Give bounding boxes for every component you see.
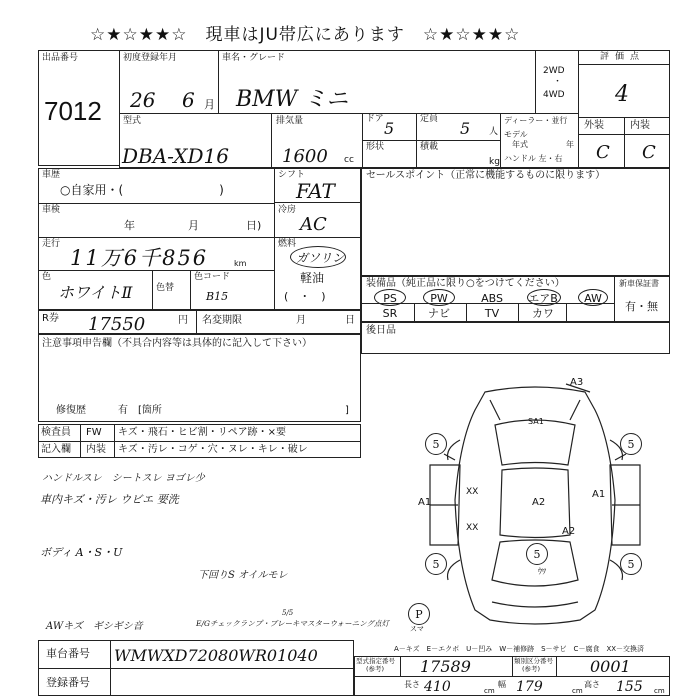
reg-no-label: 登録番号: [46, 676, 90, 689]
repair-close: ]: [345, 405, 349, 416]
cool-value: AC: [300, 214, 327, 235]
disp-value: 1600: [282, 146, 328, 167]
wheel-fr: 5: [620, 433, 642, 455]
rear-label: 後日品: [366, 325, 396, 336]
color-value: ホワイトⅡ: [58, 283, 133, 302]
chassis-value: WMWXD72080WR01040: [114, 646, 318, 665]
type-no-sub: (参考): [366, 665, 385, 673]
fuel-gas-circle: [290, 246, 346, 268]
year-unit: 年: [566, 140, 574, 149]
sales-box: [361, 168, 670, 276]
dims-h-value: 155: [616, 679, 643, 695]
entry-label: 記入欄: [41, 444, 71, 455]
model-value: DBA-XD16: [122, 144, 229, 168]
equip-sr: SR: [382, 307, 398, 320]
dims-h-label: 高さ: [584, 680, 600, 689]
reg-month: 6: [182, 88, 195, 112]
dims-l-unit: cm: [484, 687, 495, 695]
model-label: 型式: [123, 116, 142, 126]
inspect-day: 日): [246, 219, 262, 232]
spare-tire: 5: [526, 543, 548, 565]
cool-label: 冷房: [278, 205, 297, 215]
disp-unit: cc: [344, 155, 354, 165]
reg-label: 初度登録年月: [123, 53, 178, 63]
color-code: B15: [206, 290, 229, 303]
note-1: ハンドルスレ シートスレ ヨゴレ少: [42, 473, 205, 484]
dmg-u: ｳﾜ: [538, 567, 546, 576]
inspect-year: 年: [124, 219, 135, 232]
disp-label: 排気量: [276, 116, 304, 126]
class-no-label: 類別区分番号: [514, 657, 553, 665]
rear-box: [361, 322, 670, 354]
entry-code: 内装: [86, 444, 106, 455]
dims-h-unit: cm: [654, 687, 665, 695]
checker-items: キズ・飛石・ヒビ割・リペア跡・×要: [118, 427, 286, 438]
type-no-label: 型式指定番号: [356, 657, 395, 665]
repair-value: 有 [箇所: [118, 405, 162, 416]
type-no-value: 17589: [420, 657, 471, 676]
equip-tv: TV: [484, 307, 500, 320]
reg-month-unit: 月: [204, 98, 215, 111]
p-sub: スマ: [410, 625, 424, 633]
dmg-a2-top: A2: [532, 497, 546, 508]
cap-label: 定員: [420, 114, 439, 124]
fuel-label: 燃料: [278, 239, 297, 249]
model-year-label: モデル: [504, 130, 528, 139]
grade-label: 評価点: [600, 52, 646, 62]
mile-value: 11万6千856: [70, 246, 209, 270]
name-change-day: 日: [345, 315, 355, 326]
drive-4wd: 4WD: [543, 90, 565, 100]
fuel-diesel: 軽油: [300, 271, 325, 285]
dmg-a2-bottom: A2: [562, 526, 576, 537]
dims-w-value: 179: [516, 679, 543, 695]
note-3: ボディ A・S・U: [40, 546, 123, 559]
banner: ☆★☆★★☆ 現車はJU帯広にあります ☆★☆★★☆: [90, 25, 521, 45]
car-label: 車名・グレード: [222, 53, 286, 63]
int-value: C: [642, 142, 656, 163]
entry-items: キズ・汚レ・コゲ・穴・ヌレ・キレ・破レ: [118, 444, 308, 455]
recycle-unit: 円: [178, 315, 188, 326]
wheel-fl: 5: [425, 433, 447, 455]
color-code-label: 色コード: [194, 272, 231, 282]
p-mark: P: [408, 603, 430, 625]
dmg-a1-right: A1: [592, 489, 606, 500]
equip-navi: ナビ: [428, 307, 450, 320]
reg-year: 26: [130, 88, 156, 112]
ext-label: 外装: [584, 120, 604, 131]
shift-value: FAT: [296, 179, 335, 203]
mile-label: 走行: [42, 239, 61, 249]
note-5: AWキズ ギシギシ音: [46, 621, 143, 632]
equip-airbag: エアB: [528, 292, 558, 305]
car-name: BMW ミニ: [236, 87, 349, 112]
color-change-label: 色替: [156, 283, 175, 293]
handle-label: ハンドル 左・右: [504, 154, 563, 163]
doors-value: 5: [384, 119, 395, 138]
dims-w-unit: cm: [572, 687, 583, 695]
fuel-other: ( ・ ): [284, 290, 326, 303]
note-2: 車内キズ・汚レ ウビエ 要洗: [40, 493, 179, 506]
wheel-rl: 5: [425, 553, 447, 575]
dmg-a3: A3: [570, 377, 584, 388]
history-value: ○自家用・( ): [60, 183, 224, 197]
cap-unit: 人: [489, 127, 499, 137]
class-no-value: 0001: [590, 657, 631, 676]
recycle-value: 17550: [88, 314, 146, 335]
shape-label: 形状: [366, 142, 385, 152]
dmg-xx-2: XX: [466, 523, 479, 533]
name-change-month: 月: [296, 315, 306, 326]
dims-l-value: 410: [424, 679, 451, 695]
dealer-label: ディーラー・並行: [504, 116, 568, 125]
repair-label: 修復歴: [56, 405, 86, 416]
doors-label: ドア: [366, 114, 384, 124]
equip-leather: カワ: [532, 307, 554, 320]
wheel-rr: 5: [620, 553, 642, 575]
checker-label: 検査員: [41, 427, 71, 438]
load-label: 積載: [420, 142, 439, 152]
mile-unit: km: [234, 259, 247, 268]
dims-l-label: 長さ: [404, 680, 420, 689]
cap-value: 5: [460, 119, 471, 138]
history-label: 車歴: [42, 170, 61, 180]
dmg-xx-1: XX: [466, 487, 479, 497]
warranty-value: 有・無: [625, 300, 658, 313]
lot-label: 出品番号: [42, 53, 79, 63]
drive-dot: ・: [553, 77, 563, 87]
chassis-label: 車台番号: [46, 647, 90, 660]
equip-pw: PW: [430, 292, 448, 305]
equip-aw: AW: [584, 292, 602, 305]
class-no-sub: (参考): [522, 665, 541, 673]
dmg-sa1: SA1: [528, 417, 544, 426]
notes-label: 注意事項申告欄（不具合内容等は具体的に記入して下さい）: [42, 338, 312, 349]
note-4: 下回りS オイルモレ: [198, 570, 288, 581]
int-label: 内装: [630, 120, 650, 131]
load-unit: kg: [489, 157, 500, 167]
equip-ps: PS: [383, 292, 397, 305]
lot-number: 7012: [44, 96, 102, 126]
year-label: 年式: [512, 140, 528, 149]
ext-value: C: [596, 142, 610, 163]
damage-legend: A－キズ E－エクボ U－凹み W－補修跡 S－サビ C－腐食 XX－交換済: [394, 645, 645, 653]
recycle-label: R券: [42, 313, 59, 324]
grade-value: 4: [615, 82, 629, 107]
inspect-label: 車検: [42, 205, 61, 215]
recycle-box: [38, 310, 361, 334]
inspect-month: 月: [188, 219, 199, 232]
shift-label: シフト: [278, 170, 306, 180]
color-label: 色: [42, 272, 52, 282]
dmg-a1-left: A1: [418, 497, 432, 508]
equip-abs: ABS: [481, 292, 503, 305]
note-6: E/Gチェックランプ・ブレーキマスターウォーニング点灯: [196, 619, 390, 628]
name-change-label: 名変期限: [202, 315, 242, 326]
fuel-gas: ガソリン: [296, 251, 345, 265]
warranty-label: 新車保証書: [619, 279, 659, 288]
dims-w-label: 幅: [498, 680, 506, 689]
equip-label: 装備品（純正品に限り○をつけてください）: [366, 278, 565, 289]
drive-2wd: 2WD: [543, 66, 565, 76]
checker-code: FW: [86, 427, 102, 438]
sales-label: セールスポイント（正常に機能するものに限ります）: [366, 170, 606, 181]
note-6-count: 5/5: [282, 609, 294, 617]
